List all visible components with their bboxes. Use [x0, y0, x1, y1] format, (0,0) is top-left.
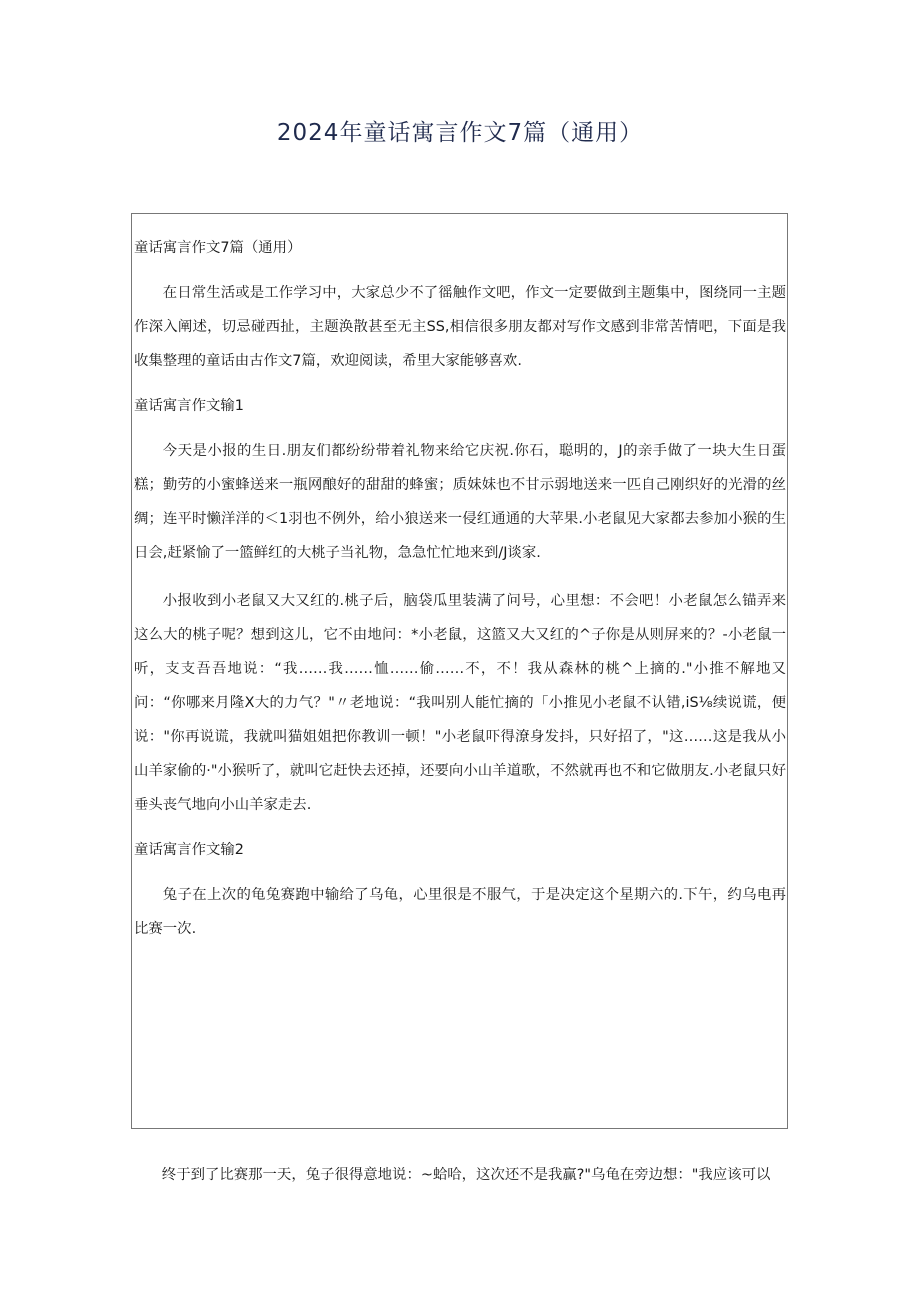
subtitle: 童话寓言作文7篇（通用）	[134, 240, 302, 256]
content-body	[134, 234, 786, 946]
section-heading-2: 童话寓言作文输2	[134, 842, 244, 858]
continuation-paragraph: 终于到了比赛那一天，兔子很得意地说：~蛤哈，这次还不是我赢?"乌龟在旁边想："我应该可以	[161, 1167, 771, 1183]
continuation-block	[133, 1158, 785, 1192]
document-title: 2024年童话寓言作文7篇（通用）	[276, 120, 644, 146]
intro-paragraph: 在日常生活或是工作学习中，大家总少不了徭触作文吧，作文一定要做到主题集中，图绕同一主题作深入阐述，切忌碰西扯，主题涣散甚至无主SS,相信很多朋友都对写作文感到非常苦情吧，下面是我收集整理的童话由古作文7篇，欢迎阅读，希里大家能够喜欢.	[134, 285, 786, 369]
content-box	[131, 213, 788, 1129]
section-heading-1: 童话寓言作文输1	[134, 398, 244, 414]
section-2-paragraph-1: 兔子在上次的龟兔赛跑中输给了乌龟，心里很是不服气，于是决定这个星期六的.下午，约乌电再比赛一次.	[134, 887, 786, 937]
section-1-paragraph-2: 小报收到小老鼠又大又红的.桃子后，脑袋瓜里装满了问号，心里想：不会吧！小老鼠怎么锚弄来这么大的桃子呢？想到这儿，它不由地问：*小老鼠，这篮又大又红的^子你是从则屏来的？-小老鼠一听，支支吾吾地说：“我……我……恤……偷……不，不！我从森林的桃^上摘的."小推不解地又问：“你哪来月隆X大的力气？"〃老地说：“我叫别人能忙摘的「小推见小老鼠不认错,iS⅛续说谎，便说："你再说谎，我就叫猫姐姐把你教训一顿！"小老鼠吓得潦身发抖，只好招了，"这……这是我从小山羊家偷的·"小猴听了，就叫它赶快去还掉，还要向小山羊道歌，不然就再也不和它做朋友.小老鼠只好垂头丧气地向小山羊家走去.	[134, 593, 786, 813]
section-1-paragraph-1: 今天是小报的生日.朋友们都纷纷带着礼物来给它庆祝.你石，聪明的，J的亲手做了一块大生日蛋糕；勤劳的小蜜蜂送来一瓶网酿好的甜甜的蜂蜜；质妹妹也不甘示弱地送来一匹自己刚织好的光滑的丝绸；连平时懒洋洋的＜1羽也不例外，给小狼送来一侵红通通的大苹果.小老鼠见大家都去参加小猴的生日会,赶紧愉了一篮鲜红的大桃子当礼物，急急忙忙地来到/J谈家.	[134, 443, 786, 561]
